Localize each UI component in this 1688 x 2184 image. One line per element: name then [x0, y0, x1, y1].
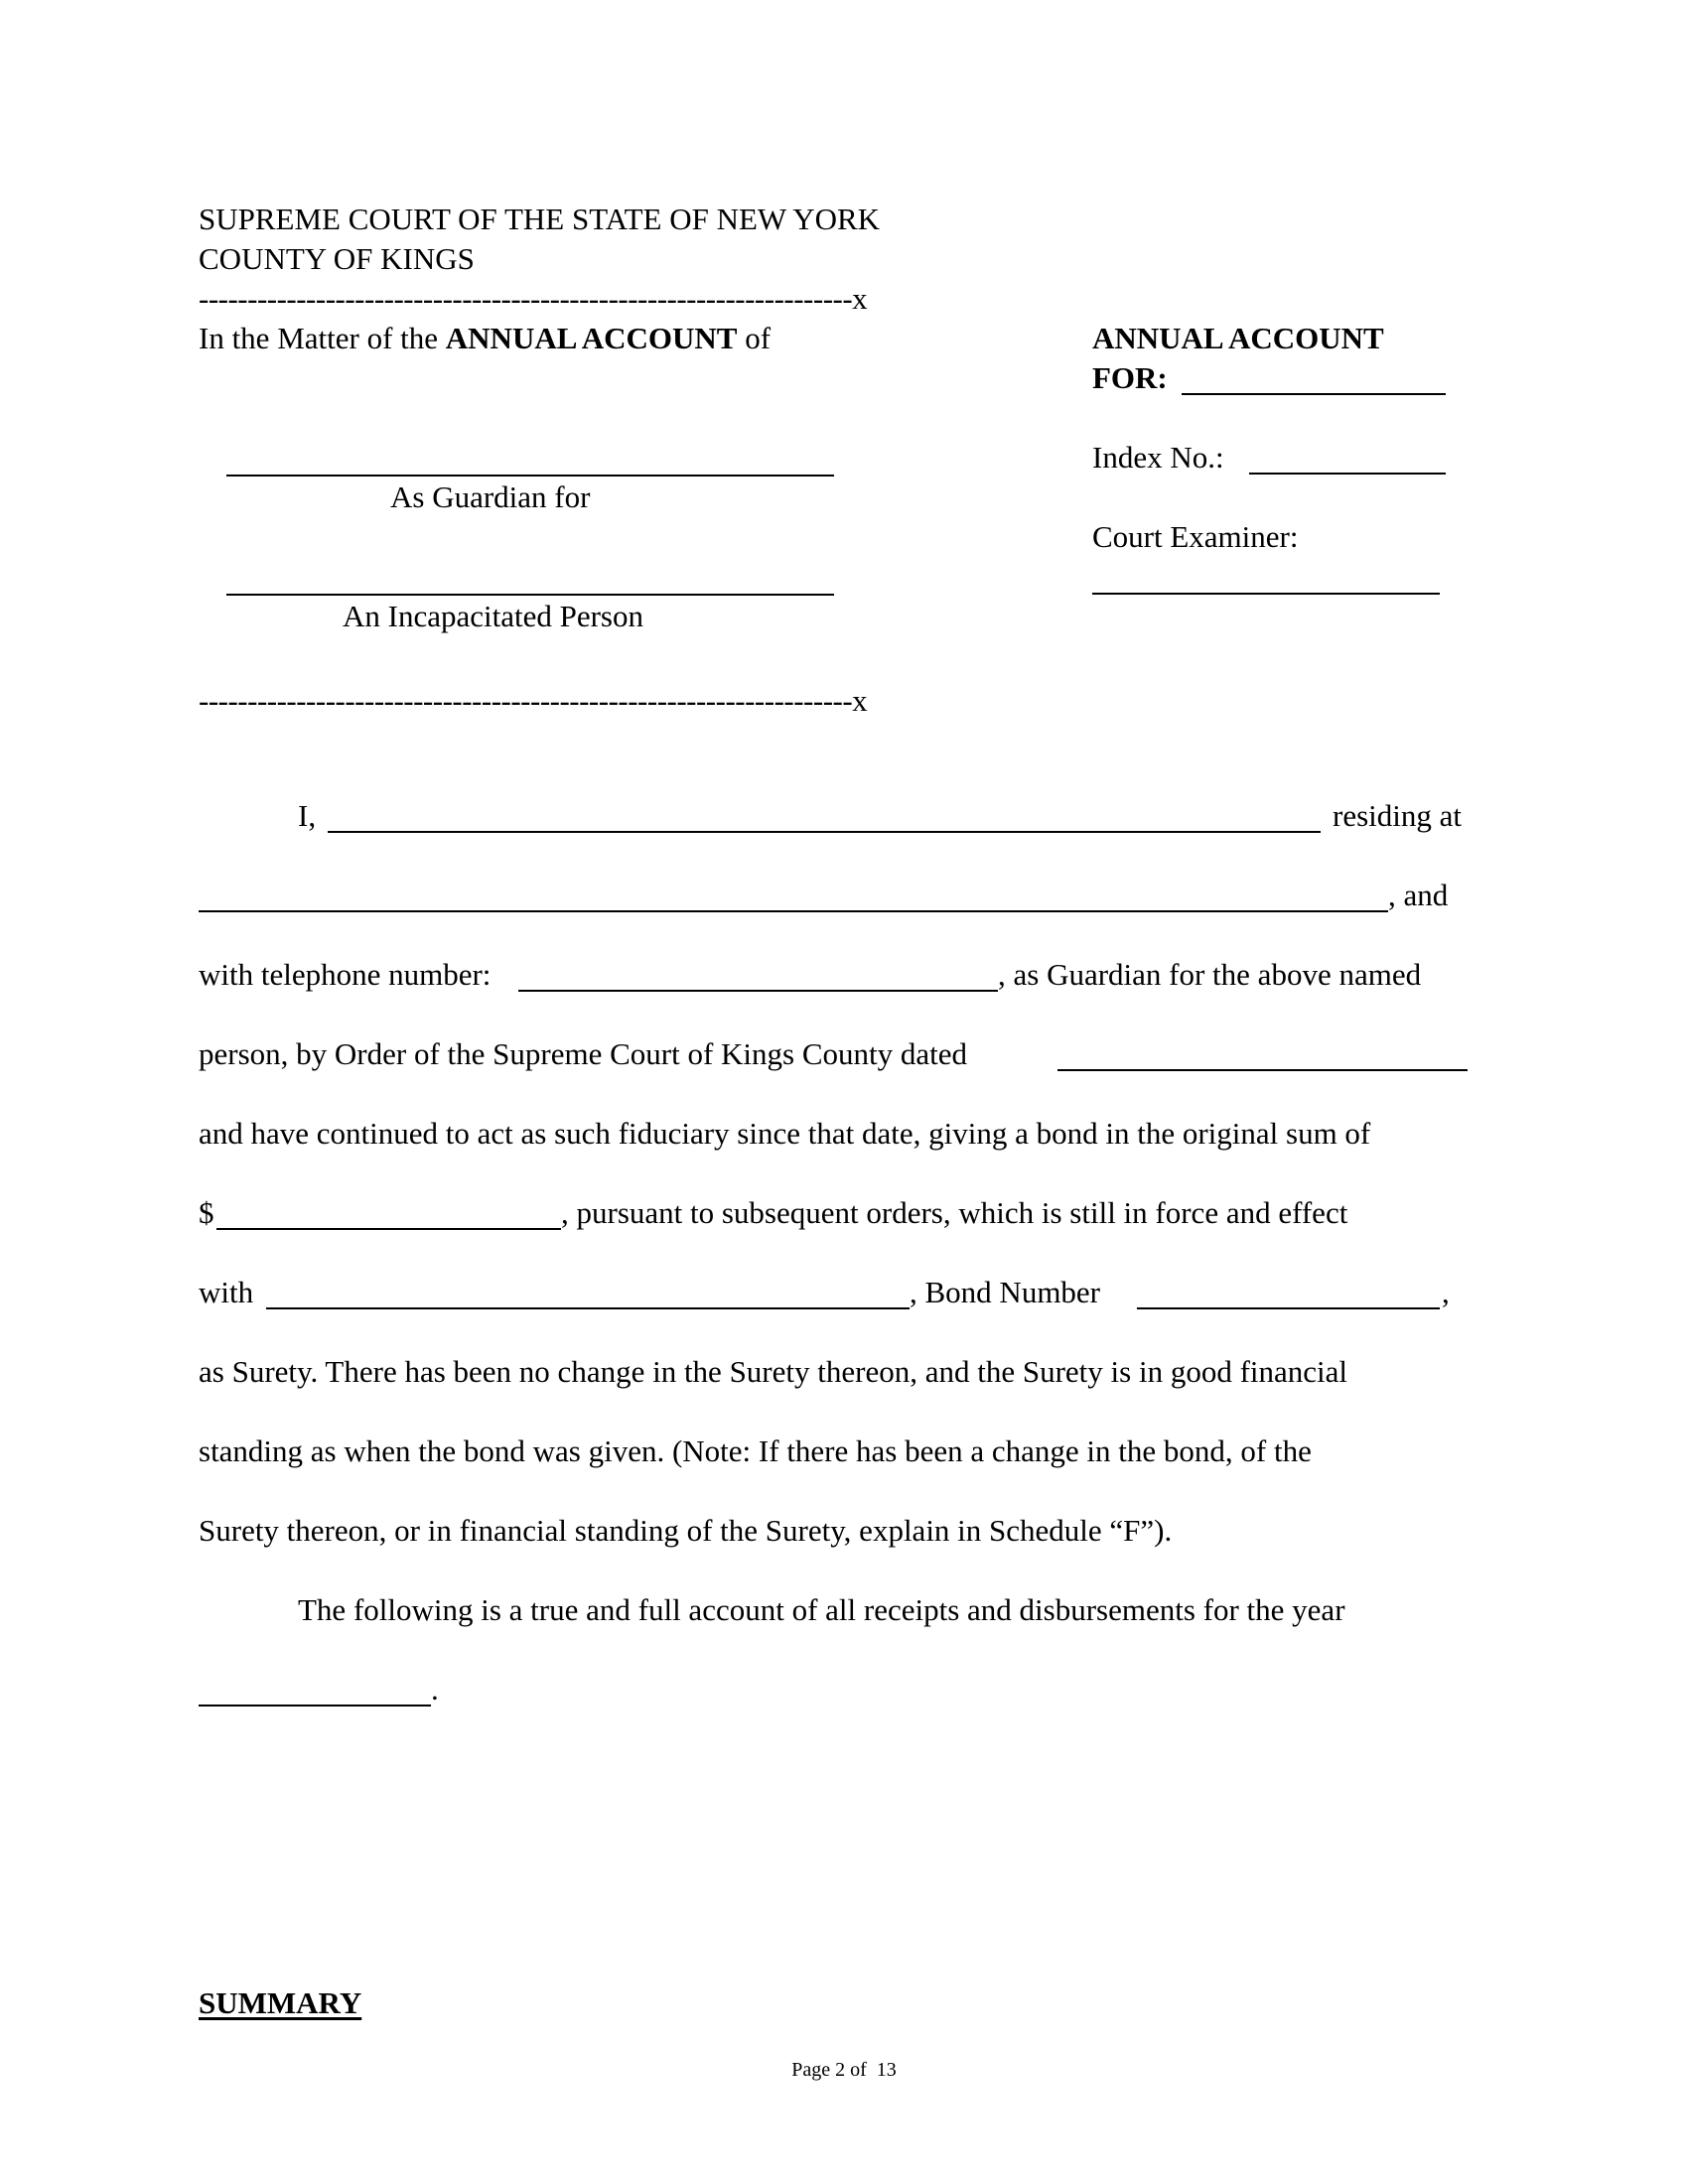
caption-divider-bottom: -------------------------------------------------------------------x [199, 683, 868, 718]
bond-comma: , [1442, 1275, 1450, 1309]
order-date-line[interactable] [1057, 1069, 1468, 1071]
matter-bold: ANNUAL ACCOUNT [445, 321, 738, 355]
year-period: . [431, 1672, 439, 1706]
guardian-name-line[interactable] [226, 475, 834, 477]
subsequent-orders-text: , pursuant to subsequent orders, which is still in force and effect [561, 1195, 1348, 1230]
matter-heading [199, 323, 771, 353]
guardian-for-text: , as Guardian for the above named [998, 957, 1422, 992]
incapacitated-label: An Incapacitated Person [343, 599, 643, 633]
matter-suffix: of [737, 321, 772, 355]
examiner-label: Court Examiner: [1092, 519, 1299, 554]
telephone-label: with telephone number: [199, 957, 492, 992]
court-name: SUPREME COURT OF THE STATE OF NEW YORK [199, 202, 881, 236]
county-name: COUNTY OF KINGS [199, 241, 475, 276]
caption-divider-top: -------------------------------------------------------------------x [199, 281, 868, 316]
name-line[interactable] [328, 831, 1321, 833]
standing-text: standing as when the bond was given. (Note: If there has been a change in the bond, of the [199, 1433, 1312, 1468]
surety-name-line[interactable] [266, 1307, 910, 1309]
surety-text: as Surety. There has been no change in the Surety thereon, and the Surety is in good financial [199, 1354, 1348, 1389]
year-line[interactable] [199, 1705, 431, 1706]
account-for-line[interactable] [1182, 393, 1446, 395]
order-dated-text: person, by Order of the Supreme Court of Kings County dated [199, 1036, 968, 1071]
body-i: I, [298, 798, 317, 833]
address-line[interactable] [199, 910, 1388, 912]
bond-number-line[interactable] [1137, 1307, 1440, 1309]
page-number: Page 2 of 13 [791, 2059, 897, 2081]
residing-at: residing at [1333, 798, 1462, 833]
telephone-line[interactable] [518, 990, 998, 992]
bond-number-label: , Bond Number [910, 1275, 1101, 1309]
true-account-text: The following is a true and full account of all receipts and disbursements for the year [298, 1592, 1345, 1627]
index-label: Index No.: [1092, 440, 1224, 475]
bond-amount-line[interactable] [216, 1228, 561, 1230]
dollar-sign: $ [199, 1195, 214, 1230]
account-title: ANNUAL ACCOUNT [1092, 321, 1384, 355]
and-text: , and [1388, 878, 1449, 912]
guardian-label: As Guardian for [390, 479, 591, 514]
with-text: with [199, 1275, 254, 1309]
account-for-label: FOR: [1092, 360, 1168, 395]
matter-prefix: In the Matter of the [199, 321, 446, 355]
schedule-f-text: Surety thereon, or in financial standing of the Surety, explain in Schedule “F”). [199, 1513, 1173, 1548]
incapacitated-name-line[interactable] [226, 594, 834, 596]
summary-heading: SUMMARY [199, 1985, 362, 2020]
fiduciary-text: and have continued to act as such fiduciary since that date, giving a bond in the original sum of [199, 1116, 1371, 1151]
examiner-line[interactable] [1092, 593, 1440, 595]
index-number-line[interactable] [1249, 473, 1446, 475]
